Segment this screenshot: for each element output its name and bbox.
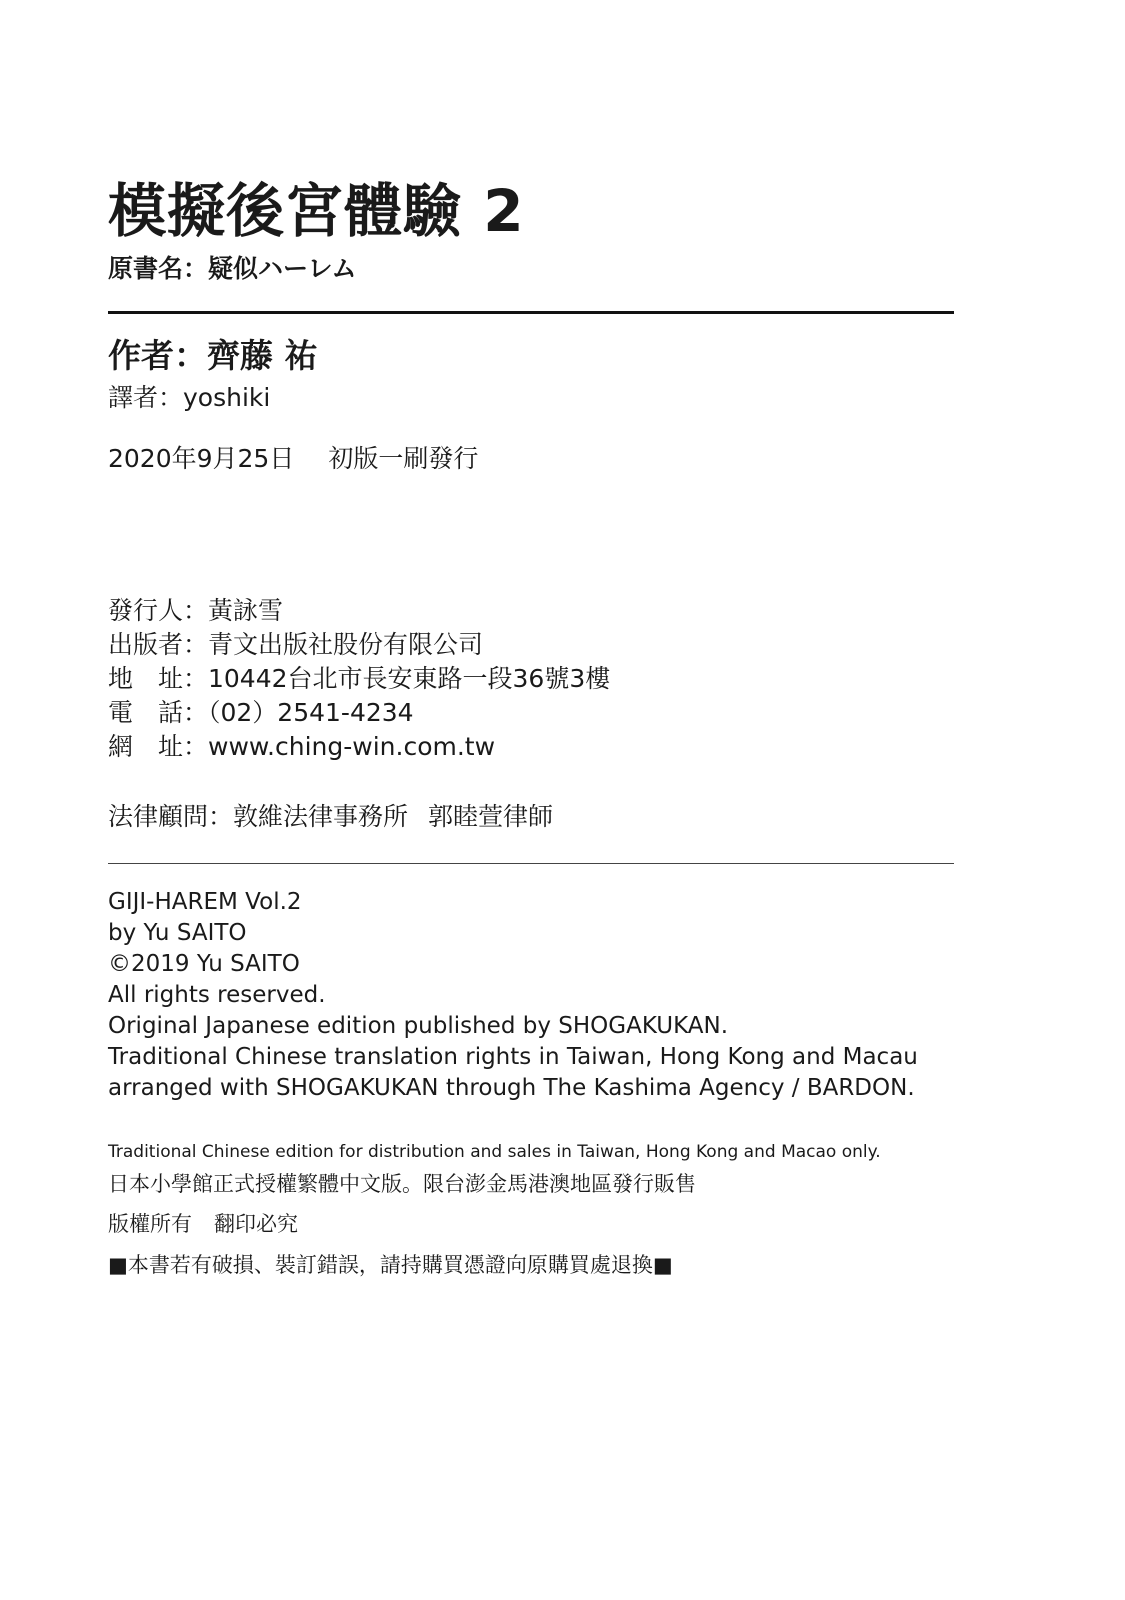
book-title: 模擬後宮體驗 2 [108,177,525,245]
english-line: by Yu SAITO [108,920,247,946]
english-line: GIJI-HAREM Vol.2 [108,889,302,915]
rights-label: 版權所有 [108,1212,192,1236]
japanese-license-note: 日本小學館正式授權繁體中文版。限台澎金馬港澳地區發行販售 [108,1172,696,1196]
publisher-phone: 電 話：（02）2541-4234 [108,698,414,727]
english-line: arranged with SHOGAKUKAN through The Kashima Agency / BARDON. [108,1075,915,1101]
english-line: Original Japanese edition published by SHOGAKUKAN. [108,1013,729,1039]
publisher-name: 出版者：青文出版社股份有限公司 [108,630,484,659]
english-line: Traditional Chinese translation rights in Taiwan, Hong Kong and Macau [108,1044,918,1070]
divider-thin [108,863,954,864]
rights-note: 翻印必究 [214,1212,298,1236]
legal-label: 法律顧問：敦維法律事務所 [108,802,409,831]
rights-line [108,1210,298,1238]
edition-label: 初版一刷發行 [328,444,479,473]
distribution-note: Traditional Chinese edition for distribution and sales in Taiwan, Hong Kong and Macao only. [108,1142,881,1162]
english-line: ©2019 Yu SAITO [108,951,300,977]
publisher-address: 地 址：10442台北市長安東路一段36號3樓 [108,664,611,693]
divider-thick [108,311,954,314]
publisher-info [108,594,610,764]
publisher-website[interactable]: 網 址：www.ching-win.com.tw [108,732,496,761]
translator-line: 譯者：yoshiki [108,383,271,412]
author-line: 作者：齊藤 祐 [108,336,318,375]
legal-lawyer: 郭睦萱律師 [428,802,554,831]
edition-line [108,443,478,475]
edition-date: 2020年9月25日 [108,444,295,473]
original-title: 原書名：疑似ハーレム [108,254,357,283]
legal-counsel [108,801,553,833]
return-notice: ■本書若有破損、裝訂錯誤，請持購買憑證向原購買處退換■ [108,1253,673,1277]
publisher-issuer: 發行人：黃詠雪 [108,596,284,625]
english-credits [108,887,918,1104]
english-line: All rights reserved. [108,982,326,1008]
